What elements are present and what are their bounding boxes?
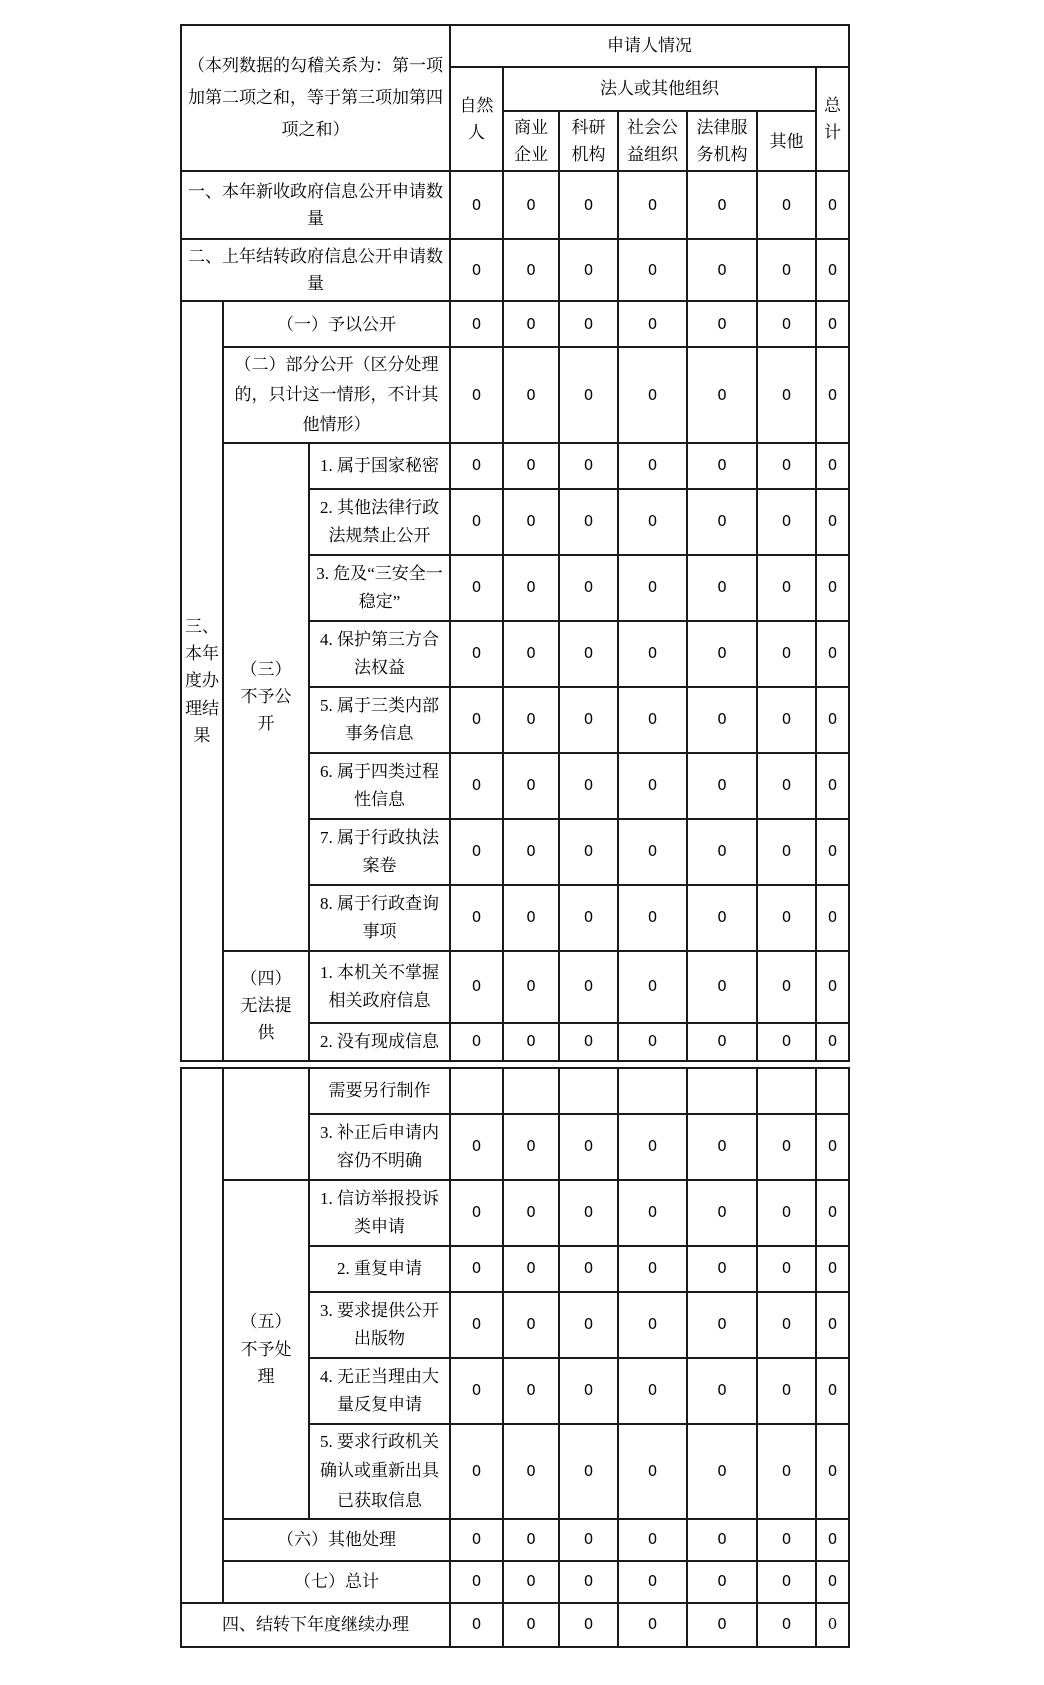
value-cell: 0 — [687, 687, 757, 753]
value-cell: 0 — [687, 347, 757, 442]
row-label-other-handling: （六）其他处理 — [223, 1519, 450, 1561]
value-cell: 0 — [559, 1561, 618, 1603]
value-cell: 0 — [450, 239, 503, 301]
disclosure-table-part1 — [180, 24, 850, 1062]
value-cell: 0 — [757, 1424, 816, 1519]
value-cell: 0 — [503, 347, 559, 442]
value-cell — [618, 1068, 687, 1114]
value-cell: 0 — [618, 1519, 687, 1561]
group-label-unable-to-provide: （四）无法提供 — [223, 951, 309, 1061]
value-cell: 0 — [687, 1023, 757, 1061]
section-continuation-empty-cell — [181, 1068, 223, 1603]
value-cell: 0 — [503, 1519, 559, 1561]
value-cell: 0 — [559, 621, 618, 687]
row-label-granted: （一）予以公开 — [223, 301, 450, 347]
value-cell — [559, 1068, 618, 1114]
value-cell: 0 — [503, 489, 559, 555]
value-cell: 0 — [559, 347, 618, 442]
value-cell: 0 — [618, 1180, 687, 1246]
value-cell — [450, 1068, 503, 1114]
value-cell: 0 — [687, 819, 757, 885]
value-cell: 0 — [559, 171, 618, 239]
value-cell: 0 — [559, 1603, 618, 1647]
value-cell: 0 — [687, 443, 757, 489]
value-cell: 0 — [687, 1180, 757, 1246]
header-legal-service-org: 法律服务机构 — [687, 111, 757, 171]
value-cell: 0 — [757, 885, 816, 951]
value-cell — [687, 1068, 757, 1114]
row-label-new-requests: 一、本年新收政府信息公开申请数量 — [181, 171, 450, 239]
value-cell: 0 — [618, 1561, 687, 1603]
value-cell: 0 — [559, 1292, 618, 1358]
value-cell: 0 — [618, 1358, 687, 1424]
value-cell: 0 — [816, 819, 849, 885]
value-cell: 0 — [503, 171, 559, 239]
header-other: 其他 — [757, 111, 816, 171]
value-cell: 0 — [450, 171, 503, 239]
value-cell: 0 — [450, 1292, 503, 1358]
section-label-annual-results: 三、本年度办理结果 — [181, 301, 223, 1060]
value-cell: 0 — [503, 621, 559, 687]
row-label: 1. 信访举报投诉类申请 — [309, 1180, 450, 1246]
value-cell: 0 — [757, 1519, 816, 1561]
value-cell: 0 — [757, 239, 816, 301]
value-cell: 0 — [503, 885, 559, 951]
value-cell: 0 — [503, 951, 559, 1023]
row-label: 2. 重复申请 — [309, 1246, 450, 1292]
value-cell: 0 — [618, 1603, 687, 1647]
row-label-carry-to-next-year: 四、结转下年度继续办理 — [181, 1603, 450, 1647]
value-cell: 0 — [757, 1180, 816, 1246]
value-cell: 0 — [618, 1246, 687, 1292]
value-cell: 0 — [816, 301, 849, 347]
value-cell: 0 — [757, 1023, 816, 1061]
row-label: 7. 属于行政执法案卷 — [309, 819, 450, 885]
value-cell: 0 — [559, 1358, 618, 1424]
value-cell: 0 — [816, 555, 849, 621]
value-cell: 0 — [816, 171, 849, 239]
value-cell: 0 — [816, 1180, 849, 1246]
value-cell: 0 — [559, 1424, 618, 1519]
value-cell: 0 — [450, 301, 503, 347]
value-cell: 0 — [816, 621, 849, 687]
value-cell: 0 — [816, 239, 849, 301]
value-cell: 0 — [450, 1519, 503, 1561]
value-cell: 0 — [816, 1023, 849, 1061]
value-cell: 0 — [559, 239, 618, 301]
row-label: 4. 无正当理由大量反复申请 — [309, 1358, 450, 1424]
value-cell: 0 — [503, 1424, 559, 1519]
value-cell: 0 — [816, 489, 849, 555]
value-cell: 0 — [618, 1292, 687, 1358]
value-cell: 0 — [757, 687, 816, 753]
value-cell: 0 — [757, 443, 816, 489]
value-cell: 0 — [757, 555, 816, 621]
value-cell: 0 — [503, 239, 559, 301]
row-label: 3. 危及“三安全一稳定” — [309, 555, 450, 621]
value-cell — [816, 1068, 849, 1114]
value-cell: 0 — [559, 555, 618, 621]
value-cell: 0 — [503, 1603, 559, 1647]
value-cell: 0 — [450, 347, 503, 442]
value-cell: 0 — [816, 1246, 849, 1292]
row-label: 5. 要求行政机关确认或重新出具已获取信息 — [309, 1424, 450, 1519]
value-cell: 0 — [618, 819, 687, 885]
value-cell: 0 — [559, 1246, 618, 1292]
value-cell: 0 — [618, 1023, 687, 1061]
value-cell: 0 — [757, 489, 816, 555]
row-label-carryover-requests: 二、上年结转政府信息公开申请数量 — [181, 239, 450, 301]
value-cell: 0 — [687, 555, 757, 621]
document-page — [0, 24, 1044, 1685]
value-cell: 0 — [450, 1561, 503, 1603]
value-cell: 0 — [816, 885, 849, 951]
value-cell: 0 — [450, 753, 503, 819]
value-cell: 0 — [687, 753, 757, 819]
row-label: 3. 要求提供公开出版物 — [309, 1292, 450, 1358]
value-cell: 0 — [503, 1114, 559, 1180]
note-cell — [181, 25, 450, 171]
value-cell: 0 — [687, 171, 757, 239]
group-continuation-empty-cell — [223, 1068, 309, 1180]
value-cell: 0 — [503, 819, 559, 885]
value-cell: 0 — [816, 1561, 849, 1603]
value-cell: 0 — [816, 347, 849, 442]
value-cell: 0 — [687, 1246, 757, 1292]
value-cell: 0 — [757, 1114, 816, 1180]
value-cell: 0 — [450, 687, 503, 753]
header-total: 总计 — [816, 67, 849, 171]
row-label: 1. 属于国家秘密 — [309, 443, 450, 489]
value-cell: 0 — [618, 239, 687, 301]
value-cell: 0 — [450, 819, 503, 885]
row-label-continuation: 需要另行制作 — [309, 1068, 450, 1114]
value-cell: 0 — [503, 301, 559, 347]
row-label: 8. 属于行政查询事项 — [309, 885, 450, 951]
value-cell: 0 — [816, 1114, 849, 1180]
value-cell: 0 — [816, 951, 849, 1023]
value-cell: 0 — [503, 687, 559, 753]
value-cell: 0 — [559, 819, 618, 885]
value-cell: 0 — [816, 1519, 849, 1561]
value-cell — [503, 1068, 559, 1114]
header-social-welfare-org: 社会公益组织 — [618, 111, 687, 171]
value-cell: 0 — [559, 443, 618, 489]
value-cell: 0 — [757, 301, 816, 347]
value-cell: 0 — [687, 885, 757, 951]
value-cell: 0 — [618, 621, 687, 687]
disclosure-table-part2 — [180, 1067, 850, 1648]
value-cell-total-serif: 0 — [816, 1603, 849, 1647]
value-cell: 0 — [618, 171, 687, 239]
header-applicant-situation: 申请人情况 — [450, 25, 849, 67]
value-cell: 0 — [757, 1292, 816, 1358]
value-cell: 0 — [618, 489, 687, 555]
value-cell: 0 — [687, 1358, 757, 1424]
value-cell: 0 — [503, 1358, 559, 1424]
row-label: 2. 没有现成信息 — [309, 1023, 450, 1061]
value-cell: 0 — [450, 1023, 503, 1061]
value-cell: 0 — [559, 885, 618, 951]
value-cell: 0 — [687, 1561, 757, 1603]
value-cell: 0 — [503, 1180, 559, 1246]
value-cell: 0 — [559, 1180, 618, 1246]
value-cell: 0 — [450, 489, 503, 555]
value-cell: 0 — [618, 301, 687, 347]
value-cell: 0 — [618, 443, 687, 489]
value-cell: 0 — [687, 1292, 757, 1358]
value-cell: 0 — [450, 1246, 503, 1292]
value-cell: 0 — [618, 555, 687, 621]
value-cell: 0 — [687, 489, 757, 555]
value-cell: 0 — [816, 753, 849, 819]
value-cell: 0 — [816, 687, 849, 753]
value-cell: 0 — [450, 1114, 503, 1180]
value-cell: 0 — [757, 753, 816, 819]
note-text: （本列数据的勾稽关系为：第一项加第二项之和，等于第三项加第四项之和） — [188, 55, 443, 140]
value-cell: 0 — [687, 1519, 757, 1561]
value-cell: 0 — [450, 621, 503, 687]
header-natural-person: 自然人 — [450, 67, 503, 171]
header-research-institution: 科研机构 — [559, 111, 618, 171]
value-cell: 0 — [687, 301, 757, 347]
value-cell: 0 — [450, 1180, 503, 1246]
value-cell: 0 — [559, 951, 618, 1023]
value-cell: 0 — [618, 687, 687, 753]
value-cell: 0 — [503, 555, 559, 621]
header-commercial-enterprise: 商业企业 — [503, 111, 559, 171]
value-cell: 0 — [450, 555, 503, 621]
value-cell: 0 — [450, 1603, 503, 1647]
value-cell: 0 — [757, 1358, 816, 1424]
value-cell: 0 — [618, 1424, 687, 1519]
value-cell: 0 — [816, 443, 849, 489]
value-cell: 0 — [559, 1023, 618, 1061]
value-cell: 0 — [687, 1424, 757, 1519]
value-cell: 0 — [618, 347, 687, 442]
value-cell: 0 — [503, 1023, 559, 1061]
value-cell: 0 — [559, 301, 618, 347]
value-cell: 0 — [757, 1561, 816, 1603]
value-cell — [757, 1068, 816, 1114]
value-cell: 0 — [757, 951, 816, 1023]
value-cell: 0 — [503, 753, 559, 819]
value-cell: 0 — [687, 621, 757, 687]
value-cell: 0 — [559, 489, 618, 555]
value-cell: 0 — [757, 819, 816, 885]
value-cell: 0 — [816, 1292, 849, 1358]
value-cell: 0 — [559, 1519, 618, 1561]
value-cell: 0 — [450, 443, 503, 489]
value-cell: 0 — [450, 885, 503, 951]
value-cell: 0 — [559, 753, 618, 819]
row-label: 2. 其他法律行政法规禁止公开 — [309, 489, 450, 555]
value-cell: 0 — [757, 171, 816, 239]
row-label: 6. 属于四类过程性信息 — [309, 753, 450, 819]
value-cell: 0 — [503, 443, 559, 489]
row-label-subtotal: （七）总计 — [223, 1561, 450, 1603]
group-label-not-processed: （五）不予处理 — [223, 1180, 309, 1519]
value-cell: 0 — [618, 1114, 687, 1180]
value-cell: 0 — [816, 1358, 849, 1424]
value-cell: 0 — [618, 753, 687, 819]
row-label: 1. 本机关不掌握相关政府信息 — [309, 951, 450, 1023]
value-cell: 0 — [757, 347, 816, 442]
value-cell: 0 — [757, 1246, 816, 1292]
value-cell: 0 — [503, 1292, 559, 1358]
value-cell: 0 — [687, 1114, 757, 1180]
value-cell: 0 — [559, 687, 618, 753]
value-cell: 0 — [450, 951, 503, 1023]
value-cell: 0 — [618, 951, 687, 1023]
value-cell: 0 — [450, 1358, 503, 1424]
value-cell: 0 — [687, 1603, 757, 1647]
value-cell: 0 — [757, 1603, 816, 1647]
row-label: 3. 补正后申请内容仍不明确 — [309, 1114, 450, 1180]
value-cell: 0 — [503, 1561, 559, 1603]
row-label: 5. 属于三类内部事务信息 — [309, 687, 450, 753]
value-cell: 0 — [559, 1114, 618, 1180]
value-cell: 0 — [503, 1246, 559, 1292]
row-label: 4. 保护第三方合法权益 — [309, 621, 450, 687]
value-cell: 0 — [757, 621, 816, 687]
value-cell: 0 — [450, 1424, 503, 1519]
value-cell: 0 — [618, 885, 687, 951]
value-cell: 0 — [816, 1424, 849, 1519]
header-legal-or-other-org: 法人或其他组织 — [503, 67, 816, 111]
group-label-refused: （三）不予公开 — [223, 443, 309, 951]
row-label-partial: （二）部分公开（区分处理的，只计这一情形，不计其他情形） — [223, 347, 450, 442]
value-cell: 0 — [687, 951, 757, 1023]
value-cell: 0 — [687, 239, 757, 301]
